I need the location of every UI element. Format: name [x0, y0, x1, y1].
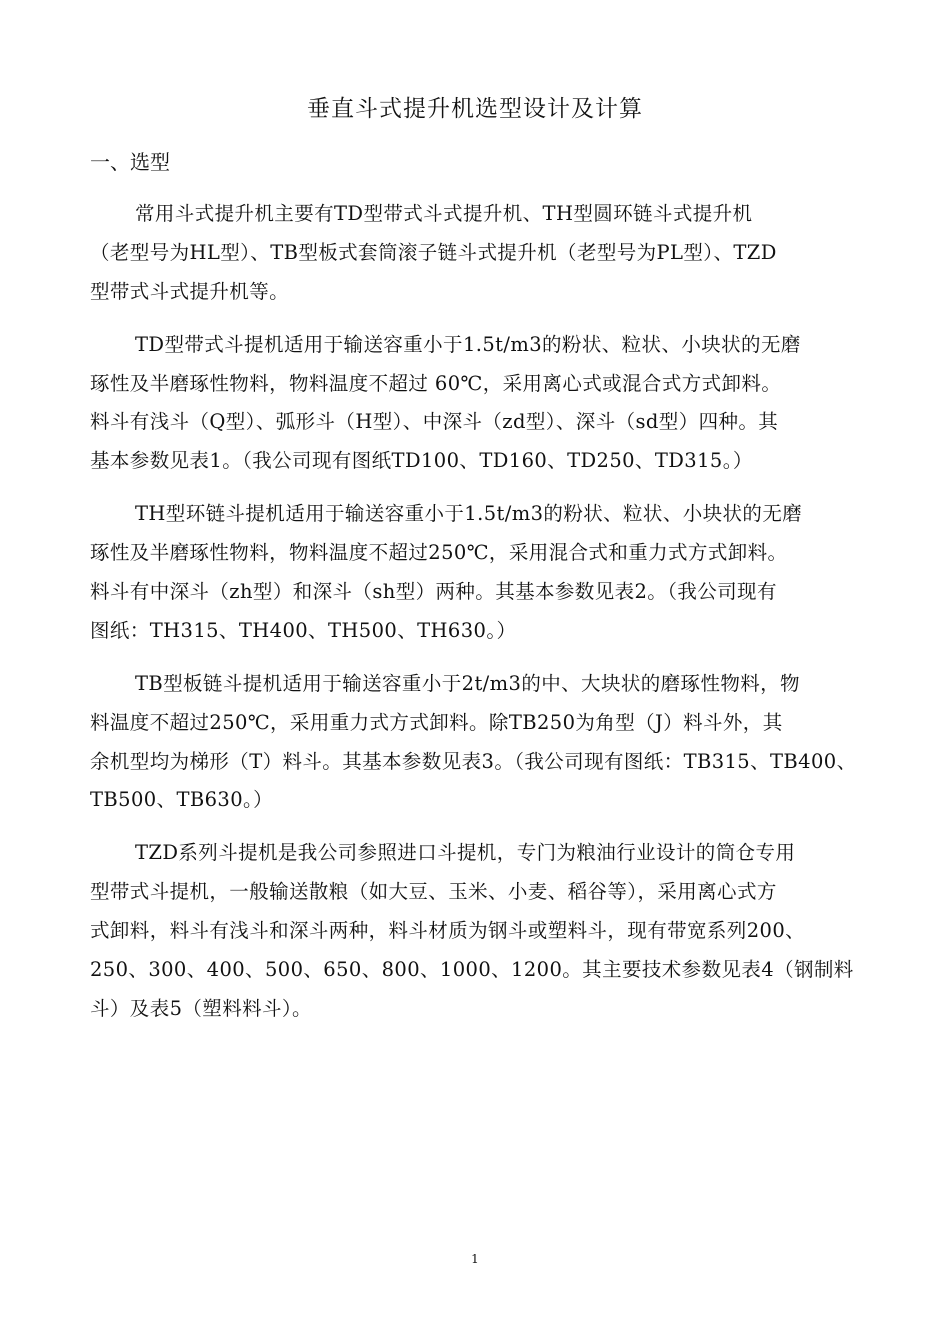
paragraph-line: 250、300、400、500、650、800、1000、1200。其主要技术参数见表4（钢制料: [90, 958, 854, 982]
page-number: 1: [471, 1252, 479, 1266]
section-heading: 一、选型: [90, 150, 170, 174]
paragraph-line: 式卸料，料斗有浅斗和深斗两种，料斗材质为钢斗或塑料斗，现有带宽系列200、: [90, 919, 806, 943]
paragraph-4: [90, 665, 862, 821]
paragraph-line: TB500、TB630。）: [90, 788, 274, 812]
paragraph-5: [90, 834, 862, 1028]
paragraph-line: （老型号为HL型）、TB型板式套筒滚子链斗式提升机（老型号为PL型）、TZD: [90, 240, 777, 264]
paragraph-line: 余机型均为梯形（T）料斗。其基本参数见表3。（我公司现有图纸：TB315、TB400、: [90, 749, 857, 773]
paragraph-line: 常用斗式提升机主要有TD型带式斗式提升机、TH型圆环链斗式提升机: [135, 202, 753, 225]
paragraph-line: 基本参数见表1。（我公司现有图纸TD100、TD160、TD250、TD315。）: [90, 449, 753, 473]
paragraph-line: 图纸：TH315、TH400、TH500、TH630。）: [90, 618, 517, 642]
paragraph-line: 琢性及半磨琢性物料，物料温度不超过 60℃，采用离心式或混合式方式卸料。: [90, 371, 782, 395]
paragraph-line: 斗）及表5（塑料料斗）。: [90, 996, 312, 1020]
paragraph-line: 料温度不超过250℃，采用重力式方式卸料。除TB250为角型（J）料斗外，其: [90, 710, 783, 734]
paragraph-2: [90, 326, 862, 482]
paragraph-line: TB型板链斗提机适用于输送容重小于2t/m3的中、大块状的磨琢性物料，物: [135, 671, 800, 695]
body-text: [90, 195, 862, 1029]
paragraph-line: TH型环链斗提机适用于输送容重小于1.5t/m3的粉状、粒状、小块状的无磨: [135, 502, 803, 526]
paragraph-1: [90, 195, 862, 312]
paragraph-line: TZD系列斗提机是我公司参照进口斗提机，专门为粮油行业设计的筒仓专用: [135, 841, 796, 865]
paragraph-line: 料斗有浅斗（Q型）、弧形斗（H型）、中深斗（zd型）、深斗（sd型）四种。其: [90, 410, 779, 434]
document-title: 垂直斗式提升机选型设计及计算: [307, 96, 643, 122]
paragraph-line: 型带式斗提机，一般输送散粮（如大豆、玉米、小麦、稻谷等），采用离心式方: [90, 880, 777, 904]
paragraph-3: [90, 495, 862, 651]
paragraph-line: TD型带式斗提机适用于输送容重小于1.5t/m3的粉状、粒状、小块状的无磨: [135, 332, 801, 356]
paragraph-line: 琢性及半磨琢性物料，物料温度不超过250℃，采用混合式和重力式方式卸料。: [90, 541, 788, 565]
paragraph-line: 型带式斗式提升机等。: [90, 279, 290, 303]
paragraph-line: 料斗有中深斗（zh型）和深斗（sh型）两种。其基本参数见表2。（我公司现有: [90, 580, 777, 604]
